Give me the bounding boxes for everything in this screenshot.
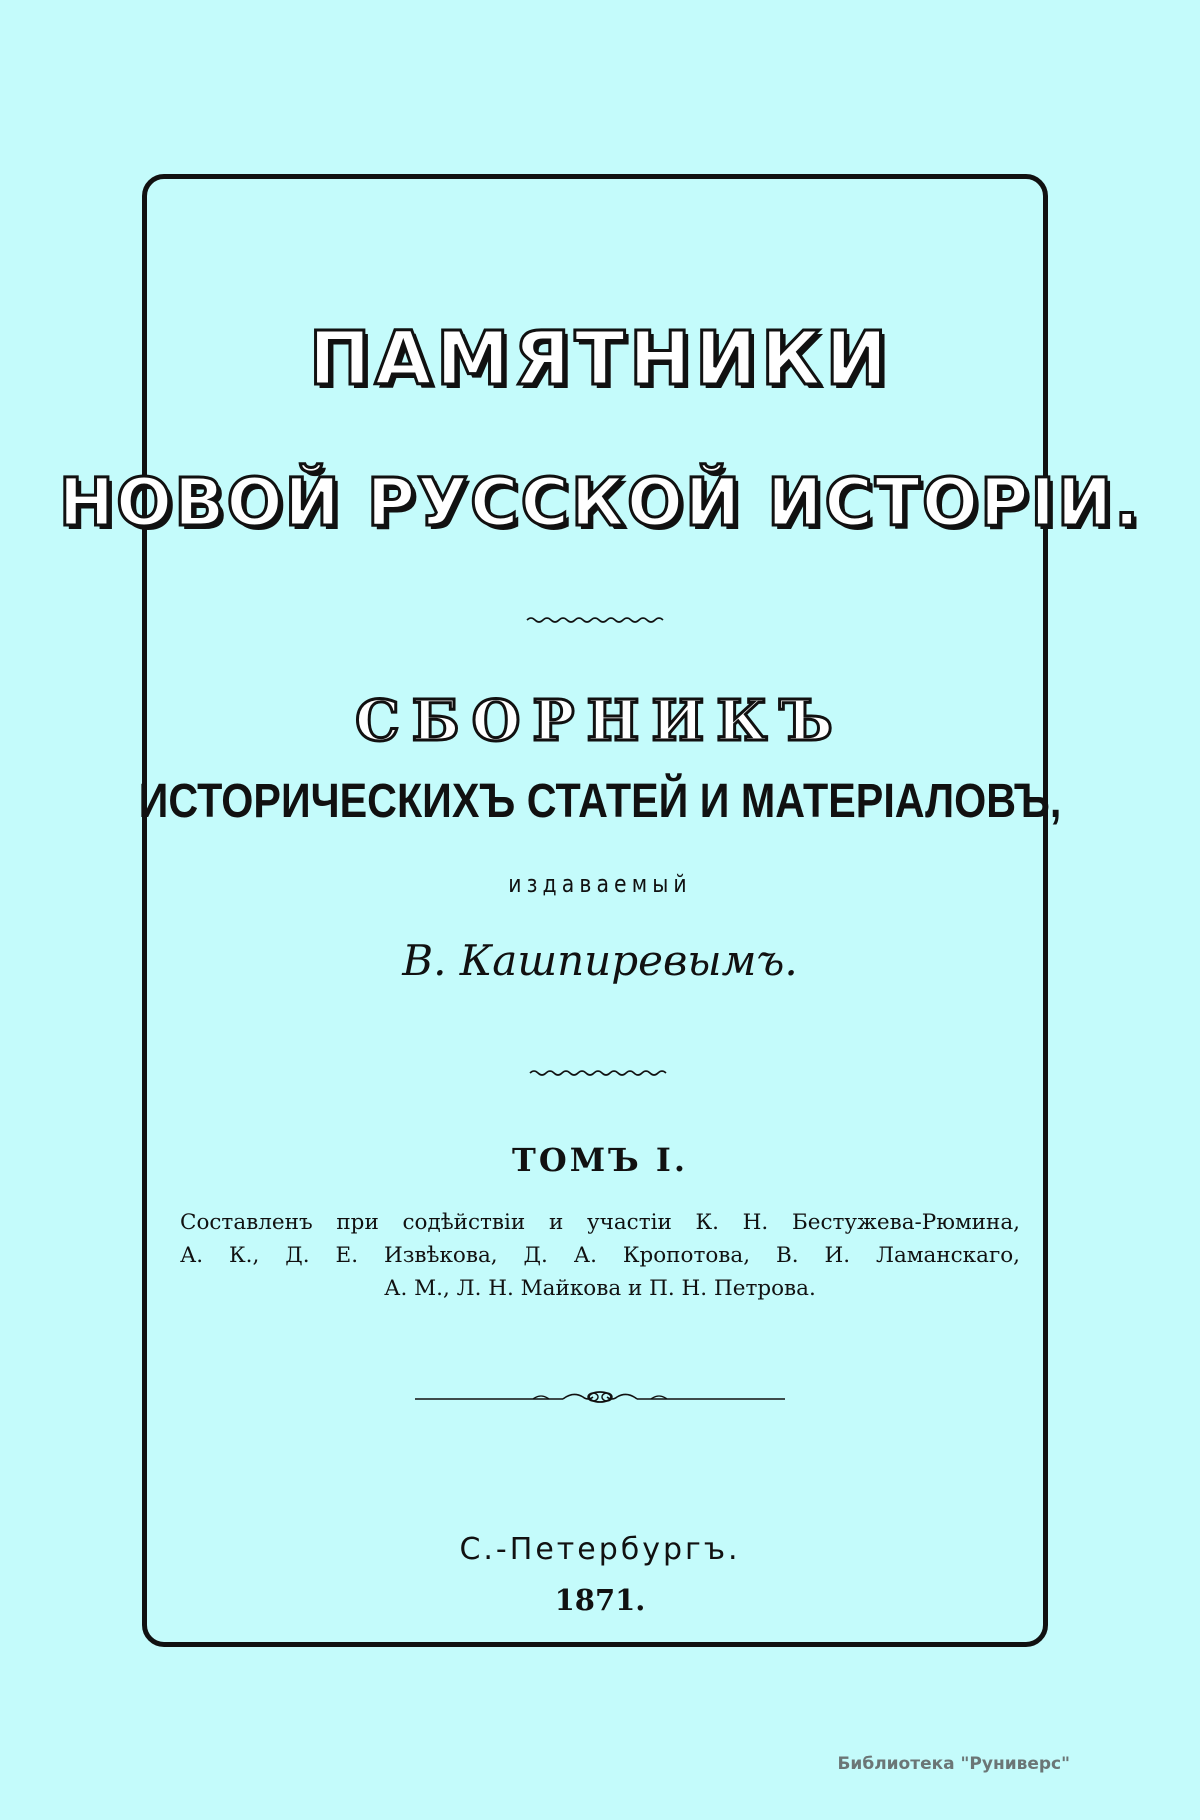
contributors-line-2: А. К., Д. Е. Извѣкова, Д. А. Кропотова, В. И. Ламанскаго, — [180, 1243, 1020, 1268]
subtitle: ИСТОРИЧЕСКИХЪ СТАТЕЙ И МАТЕРІАЛОВЪ, — [138, 775, 1062, 828]
title-line-2: НОВОЙ РУССКОЙ ИСТОРІИ. — [58, 464, 1142, 541]
ornamental-rule — [413, 1385, 787, 1409]
title-line-1: ПАМЯТНИКИ — [308, 316, 892, 402]
volume-label: ТОМЪ I. — [512, 1141, 688, 1179]
publication-year: 1871. — [554, 1583, 646, 1617]
library-watermark: Библиотека "Руниверс" — [837, 1754, 1070, 1774]
contributors-line-3: А. М., Л. Н. Майкова и П. Н. Петрова. — [384, 1276, 816, 1301]
contributors-text — [180, 1206, 1020, 1305]
publication-city: С.-Петербургъ. — [459, 1532, 741, 1567]
author-name: В. Кашпиревымъ. — [402, 936, 798, 985]
contributors-line-1: Составленъ при содѣйствіи и участіи К. Н. Бестужева-Рюмина, — [180, 1210, 1020, 1235]
published-by-label: издаваемый — [508, 870, 692, 898]
divider-squiggle-top — [525, 614, 665, 626]
divider-squiggle-middle — [528, 1067, 668, 1079]
collection-heading: СБОРНИКЪ — [355, 688, 845, 754]
